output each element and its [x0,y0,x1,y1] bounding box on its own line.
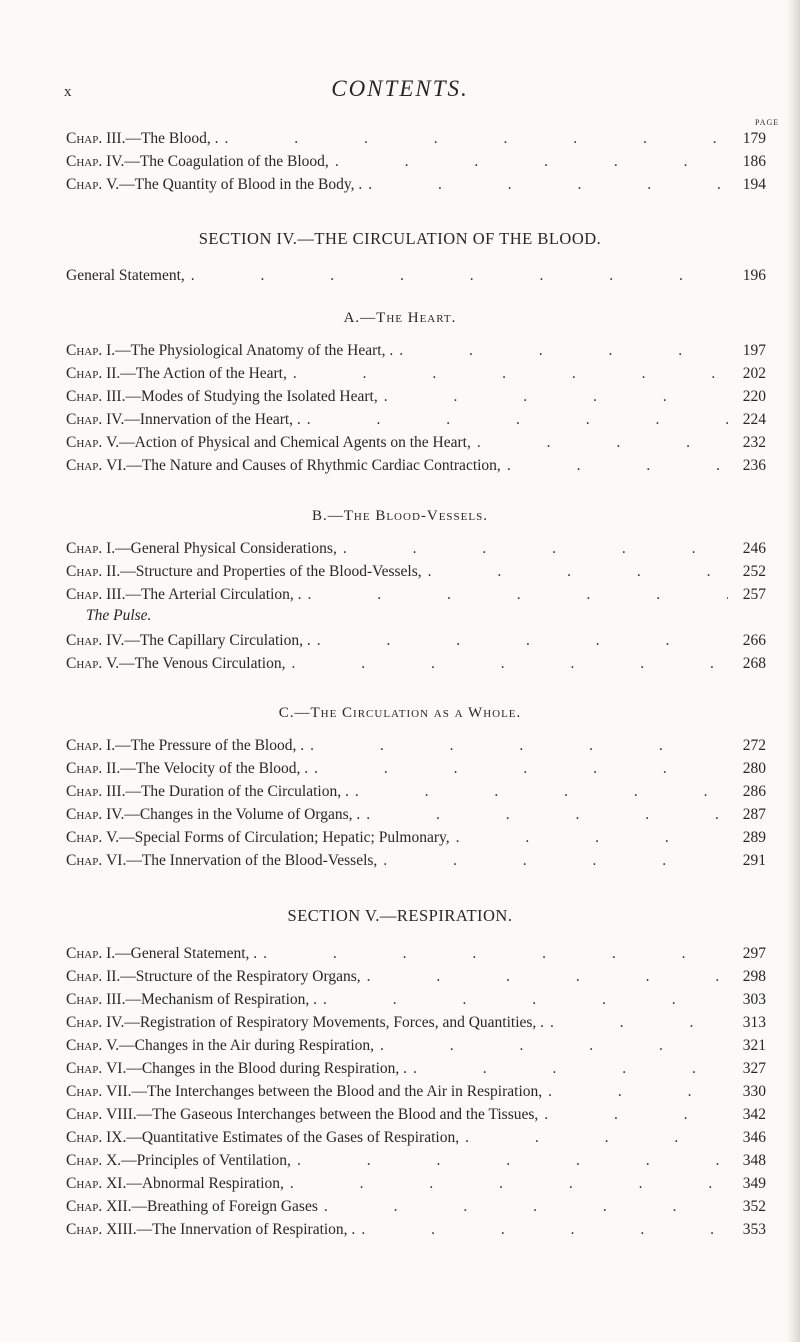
entry-page: 236 [742,457,766,474]
chap-label: Chap. [66,829,103,846]
toc-entry[interactable] [66,151,766,173]
toc-entry[interactable] [66,1058,766,1080]
entry-page: 268 [742,655,766,672]
entry-page: 349 [742,1175,766,1192]
chap-label: Chap. [66,783,103,800]
entry-page: 297 [742,945,766,962]
toc-entry[interactable] [66,630,766,652]
entry-page: 196 [742,267,766,284]
entry-title: XII.—Breathing of Foreign Gases [106,1198,318,1215]
entry-page: 202 [742,365,766,382]
toc-entry[interactable] [66,584,766,606]
entry-title: V.—The Quantity of Blood in the Body, . [106,176,363,193]
toc-entry[interactable] [66,758,766,780]
page-edge-shadow [786,0,800,1342]
entry-title: V.—Action of Physical and Chemical Agents on the Heart, [106,434,471,451]
toc-entry[interactable] [66,804,766,826]
entry-title: IV.—The Capillary Circulation, . [106,632,311,649]
entry-page: 272 [742,737,766,754]
entry-title: IV.—The Coagulation of the Blood, [106,153,329,170]
entry-page: 303 [742,991,766,1008]
chap-label: Chap. [66,737,103,754]
toc-entry[interactable] [66,455,766,477]
toc-entry[interactable] [66,989,766,1011]
subtopic-pulse[interactable]: The Pulse. [86,607,152,624]
toc-entry[interactable] [66,1081,766,1103]
chap-label: Chap. [66,760,103,777]
chap-label: Chap. [66,1221,103,1238]
entry-page: 342 [742,1106,766,1123]
entry-page: 291 [742,852,766,869]
toc-entry[interactable] [66,850,766,872]
chap-label: Chap. [66,1198,103,1215]
entry-page: 257 [742,586,766,603]
entry-page: 352 [742,1198,766,1215]
entry-title: III.—Mechanism of Respiration, . [106,991,318,1008]
entry-title: VI.—Changes in the Blood during Respiration, . [106,1060,408,1077]
entry-title: V.—Special Forms of Circulation; Hepatic; Pulmonary, [106,829,450,846]
subsection-heading: B.—The Blood-Vessels. [312,508,488,524]
entry-page: 348 [742,1152,766,1169]
entry-page: 353 [742,1221,766,1238]
toc-entry[interactable] [66,363,766,385]
toc-entry[interactable] [66,653,766,675]
entry-title: VI.—The Nature and Causes of Rhythmic Cardiac Contraction, [106,457,501,474]
chap-label: Chap. [66,342,103,359]
chap-label: Chap. [66,411,103,428]
entry-page: 246 [742,540,766,557]
chap-label: Chap. [66,968,103,985]
chap-label: Chap. [66,434,103,451]
toc-entry[interactable] [66,432,766,454]
entry-title: X.—Principles of Ventilation, [106,1152,291,1169]
entry-title: IV.—Registration of Respiratory Movements, Forces, and Quantities, . [106,1014,545,1031]
toc-entry[interactable] [66,265,766,287]
entry-page: 266 [742,632,766,649]
chap-label: Chap. [66,1083,103,1100]
page-column-label: PAGE [755,118,780,127]
toc-entry[interactable] [66,1012,766,1034]
entry-title: VIII.—The Gaseous Interchanges between the Blood and the Tissues, [106,1106,539,1123]
chap-label: Chap. [66,153,103,170]
chap-label: Chap. [66,457,103,474]
chap-label: Chap. [66,586,103,603]
entry-title: III.—Modes of Studying the Isolated Heart, [106,388,378,405]
entry-title: III.—The Duration of the Circulation, . [106,783,349,800]
section-heading: SECTION V.—RESPIRATION. [287,906,513,925]
entry-page: 179 [742,130,766,147]
chap-label: Chap. [66,176,103,193]
chap-label: Chap. [66,945,103,962]
toc-entry[interactable] [66,174,766,196]
chap-label: Chap. [66,130,103,147]
chap-label: Chap. [66,540,103,557]
subsection-heading: A.—The Heart. [343,310,457,326]
chap-label: Chap. [66,632,103,649]
entry-page: 224 [742,411,766,428]
toc-entry[interactable] [66,340,766,362]
entry-page: 313 [742,1014,766,1031]
entry-title: III.—The Arterial Circulation, . [106,586,302,603]
entry-page: 330 [742,1083,766,1100]
entry-page: 346 [742,1129,766,1146]
entry-page: 252 [742,563,766,580]
entry-title: XIII.—The Innervation of Respiration, . [106,1221,356,1238]
entry-page: 280 [742,760,766,777]
chap-label: Chap. [66,1106,103,1123]
toc-entry[interactable] [66,1127,766,1149]
entry-title: V.—Changes in the Air during Respiration, [106,1037,375,1054]
toc-entry[interactable] [66,781,766,803]
entry-page: 289 [742,829,766,846]
chap-label: Chap. [66,806,103,823]
entry-title: VI.—The Innervation of the Blood-Vessels, [106,852,378,869]
entry-title: General Statement, [66,267,185,284]
entry-page: 194 [742,176,766,193]
entry-title: VII.—The Interchanges between the Blood and the Air in Respiration, [106,1083,543,1100]
chap-label: Chap. [66,388,103,405]
entry-title: II.—Structure and Properties of the Blood-Vessels, [106,563,422,580]
entry-page: 220 [742,388,766,405]
entry-title: I.—The Physiological Anatomy of the Heart, . [106,342,394,359]
chap-label: Chap. [66,1014,103,1031]
chap-label: Chap. [66,991,103,1008]
toc-entry[interactable] [66,827,766,849]
toc-entry[interactable] [66,561,766,583]
toc-entry[interactable] [66,1150,766,1172]
toc-entry[interactable] [66,386,766,408]
entry-title: II.—The Action of the Heart, [106,365,287,382]
chap-label: Chap. [66,1129,103,1146]
entry-title: I.—General Statement, . [106,945,258,962]
chap-label: Chap. [66,563,103,580]
toc-entry[interactable] [66,1104,766,1126]
entry-page: 321 [742,1037,766,1054]
toc-entry[interactable] [66,1196,766,1218]
entry-title: XI.—Abnormal Respiration, [106,1175,284,1192]
entry-page: 327 [742,1060,766,1077]
entry-title: V.—The Venous Circulation, [106,655,286,672]
entry-page: 287 [742,806,766,823]
toc-entry[interactable] [66,1219,766,1241]
toc-entry[interactable] [66,735,766,757]
entry-title: IV.—Innervation of the Heart, . [106,411,301,428]
section-heading: SECTION IV.—THE CIRCULATION OF THE BLOOD. [198,229,602,248]
subsection-heading: C.—The Circulation as a Whole. [278,705,522,721]
entry-title: IV.—Changes in the Volume of Organs, . [106,806,361,823]
entry-page: 286 [742,783,766,800]
entry-title: II.—The Velocity of the Blood, . [106,760,309,777]
entry-page: 197 [742,342,766,359]
toc-entry[interactable] [66,538,766,560]
chap-label: Chap. [66,1175,103,1192]
chap-label: Chap. [66,655,103,672]
chap-label: Chap. [66,852,103,869]
entry-title: III.—The Blood, . [106,130,219,147]
chap-label: Chap. [66,1060,103,1077]
entry-title: I.—The Pressure of the Blood, . [106,737,305,754]
chap-label: Chap. [66,365,103,382]
entry-page: 232 [742,434,766,451]
running-head-title: CONTENTS. [331,76,469,101]
toc-entry[interactable] [66,409,766,431]
entry-title: II.—Structure of the Respiratory Organs, [106,968,361,985]
toc-entry[interactable] [66,1035,766,1057]
toc-entry[interactable] [66,966,766,988]
chap-label: Chap. [66,1152,103,1169]
toc-entry[interactable] [66,128,766,150]
toc-entry[interactable] [66,1173,766,1195]
chap-label: Chap. [66,1037,103,1054]
entry-title: I.—General Physical Considerations, [106,540,337,557]
toc-entry[interactable] [66,943,766,965]
entry-page: 186 [742,153,766,170]
page-number: x [64,84,73,100]
entry-page: 298 [742,968,766,985]
entry-title: IX.—Quantitative Estimates of the Gases of Respiration, [106,1129,460,1146]
